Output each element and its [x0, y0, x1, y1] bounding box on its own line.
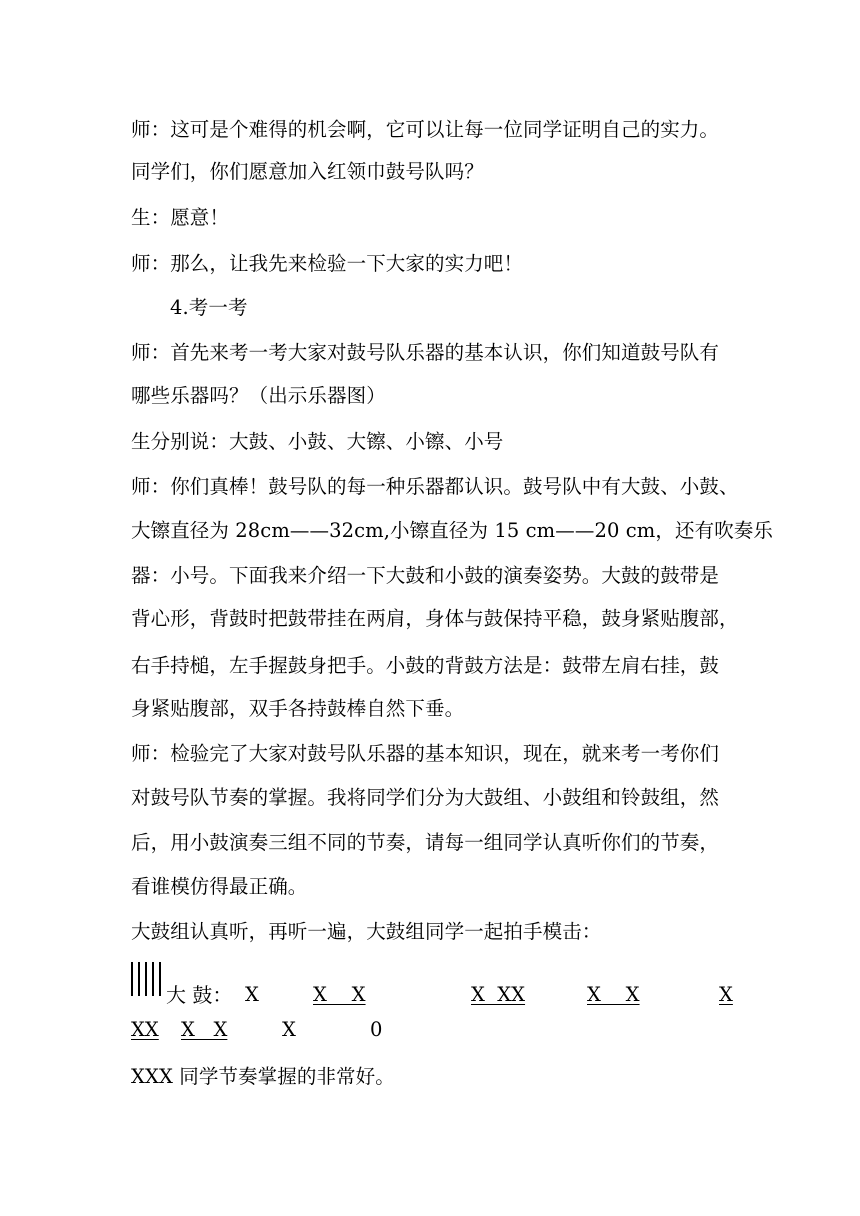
paragraph: 师：你们真棒！鼓号队的每一种乐器都认识。鼓号队中有大鼓、小鼓、: [131, 475, 739, 498]
rhythm-note: X: [245, 983, 259, 1006]
paragraph: 右手持槌，左手握鼓身把手。小鼓的背鼓方法是：鼓带左肩右挂，鼓: [131, 654, 720, 677]
rhythm-note: X X: [313, 983, 366, 1006]
rhythm-note: 0: [370, 1018, 383, 1041]
rhythm-note: X: [282, 1018, 296, 1041]
paragraph: 后，用小鼓演奏三组不同的节奏，请每一组同学认真听你们的节奏，: [131, 831, 720, 854]
rhythm-line-2: [0, 1015, 860, 1055]
paragraph: 师：首先来考一考大家对鼓号队乐器的基本认识，你们知道鼓号队有: [131, 341, 720, 364]
paragraph: 器：小号。下面我来介绍一下大鼓和小鼓的演奏姿势。大鼓的鼓带是: [131, 564, 720, 587]
paragraph: XXX 同学节奏掌握的非常好。: [131, 1065, 395, 1088]
rhythm-line-1: [0, 980, 860, 1020]
rhythm-note: X X: [181, 1018, 228, 1041]
paragraph: 师：这可是个难得的机会啊，它可以让每一位同学证明自己的实力。: [131, 118, 720, 141]
paragraph: 同学们，你们愿意加入红领巾鼓号队吗？: [131, 160, 484, 183]
rhythm-label: 大 鼓：: [166, 983, 233, 1007]
paragraph: 师：检验完了大家对鼓号队乐器的基本知识，现在，就来考一考你们: [131, 742, 720, 765]
paragraph: 生：愿意！: [131, 206, 230, 229]
paragraph: 大镲直径为 28cm——32cm,小镲直径为 15 cm——20 cm，还有吹奏乐: [131, 519, 773, 542]
rhythm-note: X XX: [471, 983, 526, 1006]
paragraph: 生分别说：大鼓、小鼓、大镲、小镲、小号: [131, 430, 504, 453]
paragraph: 背心形，背鼓时把鼓带挂在两肩，身体与鼓保持平稳，鼓身紧贴腹部，: [131, 607, 739, 630]
rhythm-note: XX: [131, 1018, 159, 1041]
paragraph: 对鼓号队节奏的掌握。我将同学们分为大鼓组、小鼓组和铃鼓组，然: [131, 786, 720, 809]
section-heading: 4.考一考: [170, 296, 248, 319]
paragraph: 看谁模仿得最正确。: [131, 875, 308, 898]
paragraph: 哪些乐器吗？（出示乐器图）: [131, 384, 386, 407]
paragraph: 身紧贴腹部，双手各持鼓棒自然下垂。: [131, 697, 465, 720]
paragraph: 大鼓组认真听，再听一遍，大鼓组同学一起拍手模击：: [131, 920, 602, 943]
rhythm-note: X X: [587, 983, 640, 1006]
rhythm-note: X: [719, 983, 733, 1006]
paragraph: 师：那么，让我先来检验一下大家的实力吧！: [131, 252, 524, 275]
